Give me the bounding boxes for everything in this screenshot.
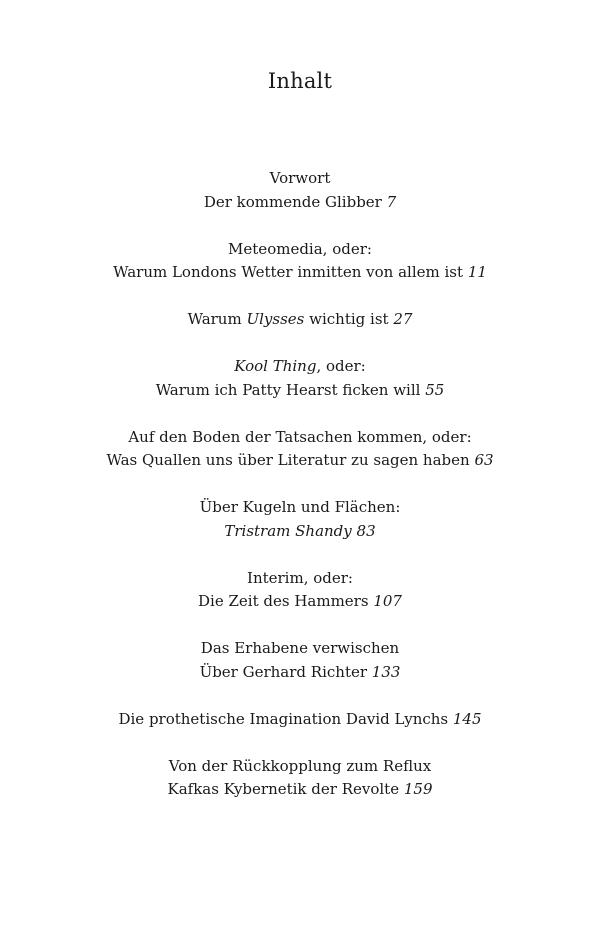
toc-text-segment: Warum Londons Wetter inmitten von allem ist	[113, 263, 468, 281]
toc-entry	[0, 426, 600, 473]
toc-entry	[0, 496, 600, 543]
toc-text-segment: Auf den Boden der Tatsachen kommen, oder:	[128, 427, 472, 446]
toc-entry	[0, 355, 600, 402]
toc-entry	[0, 167, 600, 214]
toc-entry-line	[0, 238, 600, 262]
toc-entry-line	[0, 167, 600, 191]
toc-text-segment: , oder:	[316, 357, 366, 375]
toc-text-segment: 27	[393, 310, 413, 328]
toc-text-segment: 55	[425, 380, 445, 399]
toc-entry-line	[0, 496, 600, 520]
toc-text-segment: Warum	[187, 310, 247, 328]
toc-text-segment: Meteomedia, oder:	[228, 239, 372, 258]
toc-entry-line	[0, 661, 600, 685]
toc-entry-line	[0, 261, 600, 285]
toc-text-segment: Warum ich Patty Hearst ficken will	[155, 380, 426, 399]
toc-text-segment: Was Quallen uns über Literatur zu sagen haben	[106, 451, 475, 469]
toc-text-segment: Interim, oder:	[247, 568, 353, 587]
toc-text-segment: 63	[474, 451, 494, 469]
toc-entry-line	[0, 379, 600, 403]
toc-entry-line	[0, 778, 600, 802]
toc-entry-line	[0, 426, 600, 450]
toc-text-segment: Die Zeit des Hammers	[198, 592, 374, 610]
toc-entry-line	[0, 449, 600, 473]
toc-text-segment: 145	[452, 709, 482, 728]
toc-text-segment: Tristram Shandy	[224, 521, 352, 540]
toc-entry	[0, 755, 600, 802]
toc-entry	[0, 637, 600, 684]
toc-entry-line	[0, 590, 600, 614]
page-title: Inhalt	[267, 69, 333, 93]
toc-text-segment: Ulysses	[246, 310, 305, 328]
toc-entry	[0, 308, 600, 332]
toc-text-segment: Vorwort	[269, 169, 331, 187]
toc-text-segment: 133	[371, 662, 401, 681]
toc-entry-line	[0, 637, 600, 661]
toc-text-segment: Der kommende Glibber	[203, 192, 387, 211]
toc-entry	[0, 567, 600, 614]
toc-text-segment: Kool Thing	[234, 357, 317, 375]
toc-text-segment: Über Gerhard Richter	[199, 662, 372, 681]
toc-entry	[0, 708, 600, 732]
toc-text-segment: 11	[467, 263, 487, 281]
toc-text-segment: Über Kugeln und Flächen:	[199, 498, 401, 516]
toc-text-segment: 7	[386, 192, 397, 211]
table-of-contents	[0, 167, 600, 825]
toc-text-segment: Von der Rückkopplung zum Reflux	[168, 756, 432, 775]
toc-entry-line	[0, 520, 600, 544]
toc-text-segment: Die prothetische Imagination David Lynchs	[118, 709, 453, 728]
toc-text-segment: wichtig ist	[304, 310, 394, 328]
toc-entry	[0, 238, 600, 285]
toc-text-segment: 159	[403, 780, 433, 798]
toc-entry-line	[0, 191, 600, 215]
toc-entry-line	[0, 755, 600, 779]
toc-text-segment: Kafkas Kybernetik der Revolte	[167, 780, 404, 798]
toc-text-segment: 83	[356, 521, 376, 540]
toc-entry-line	[0, 567, 600, 591]
toc-entry-line	[0, 355, 600, 379]
toc-text-segment: Das Erhabene verwischen	[200, 639, 400, 657]
toc-text-segment: 107	[373, 592, 402, 610]
toc-entry-line	[0, 708, 600, 732]
toc-entry-line	[0, 308, 600, 332]
